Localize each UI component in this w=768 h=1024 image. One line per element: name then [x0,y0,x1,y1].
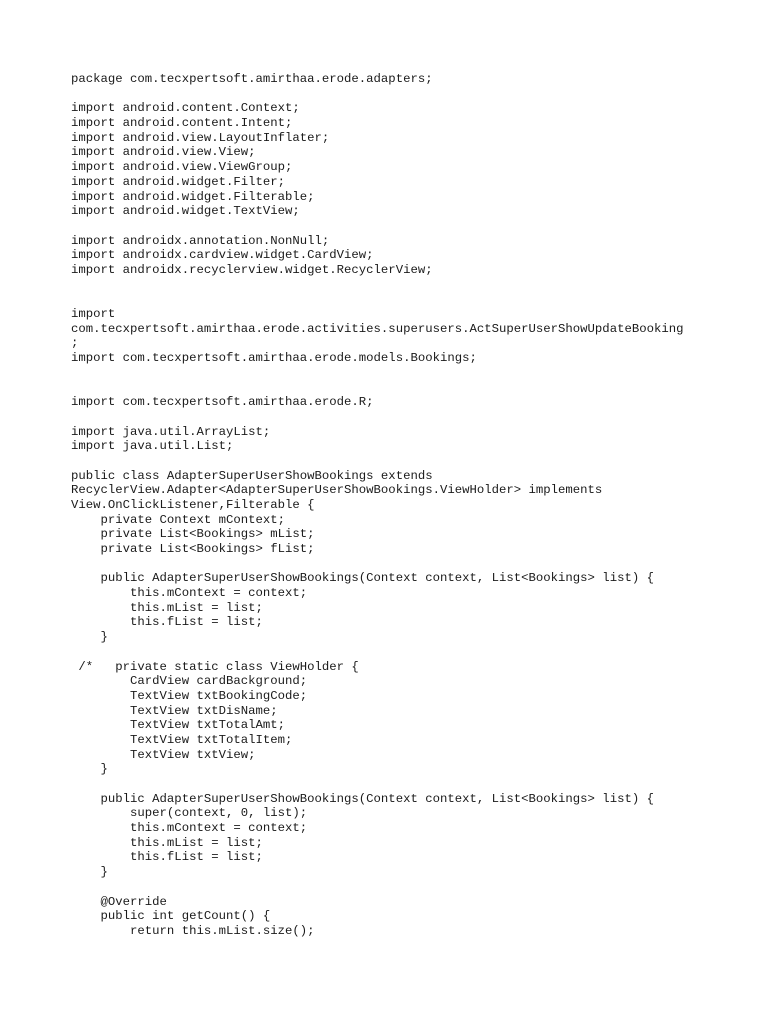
code-line: private Context mContext; [71,512,286,527]
code-line [71,278,731,293]
code-line [71,410,731,425]
code-line: public AdapterSuperUserShowBookings(Context context, List<Bookings> list) { [71,791,654,806]
code-line [71,219,731,234]
code-line: } [71,865,108,880]
code-line: import [71,307,116,321]
code-line: import com.tecxpertsoft.amirthaa.erode.models.Bookings; [71,351,477,366]
code-line: com.tecxpertsoft.amirthaa.erode.activities.superusers.ActSuperUserShowUpdateBooking [71,321,684,336]
code-line [71,366,731,381]
code-line: import android.content.Intent; [71,116,293,131]
code-line: @Override [71,894,167,909]
code-line: ; [71,336,79,351]
code-line: private List<Bookings> fList; [71,542,315,556]
code-line: TextView txtDisName; [71,703,278,718]
code-line: TextView txtTotalItem; [71,732,293,747]
code-line [71,454,731,469]
code-line [71,380,731,395]
code-line: import androidx.recyclerview.widget.RecyclerView; [71,262,433,277]
code-line: View.OnClickListener,Filterable { [71,497,315,512]
code-line: import android.view.ViewGroup; [71,160,293,175]
code-line: this.fList = list; [71,850,263,865]
code-line: this.mContext = context; [71,821,308,836]
code-line [71,645,731,660]
code-line: import android.view.View; [71,145,256,160]
code-line: import android.widget.Filter; [71,174,286,189]
code-line: return this.mList.size(); [71,923,315,938]
code-line: import android.widget.Filterable; [71,189,315,204]
code-line [71,880,731,895]
code-line: import java.util.List; [71,439,234,454]
code-line: } [71,762,108,777]
code-line: import android.widget.TextView; [71,204,300,219]
code-line: this.mList = list; [71,835,263,850]
code-line: super(context, 0, list); [71,806,308,821]
code-line: TextView txtView; [71,747,256,762]
code-line: TextView txtTotalAmt; [71,718,286,733]
code-line: public int getCount() { [71,909,271,924]
code-line: RecyclerView.Adapter<AdapterSuperUserShowBookings.ViewHolder> implements [71,483,603,498]
code-line: import android.view.LayoutInflater; [71,130,330,145]
code-line: CardView cardBackground; [71,674,308,689]
code-line: this.mContext = context; [71,586,308,601]
code-line: TextView txtBookingCode; [71,688,308,703]
code-line: } [71,630,108,645]
code-line: import com.tecxpertsoft.amirthaa.erode.R; [71,395,374,410]
code-line: import androidx.annotation.NonNull; [71,233,330,248]
code-line [71,292,731,307]
code-line [71,777,731,792]
code-line: this.mList = list; [71,600,263,615]
code-line [71,557,731,572]
code-line: import java.util.ArrayList; [71,424,271,439]
code-line: package com.tecxpertsoft.amirthaa.erode.adapters; [71,72,433,86]
code-line: import android.content.Context; [71,101,300,116]
code-line: public class AdapterSuperUserShowBookings extends [71,468,433,483]
code-line [71,87,731,102]
code-line: this.fList = list; [71,615,263,630]
code-line: private List<Bookings> mList; [71,527,315,542]
code-line: /* private static class ViewHolder { [71,659,359,674]
code-line: public AdapterSuperUserShowBookings(Context context, List<Bookings> list) { [71,571,654,586]
code-line: import androidx.cardview.widget.CardView; [71,248,374,263]
code-listing [71,72,731,939]
